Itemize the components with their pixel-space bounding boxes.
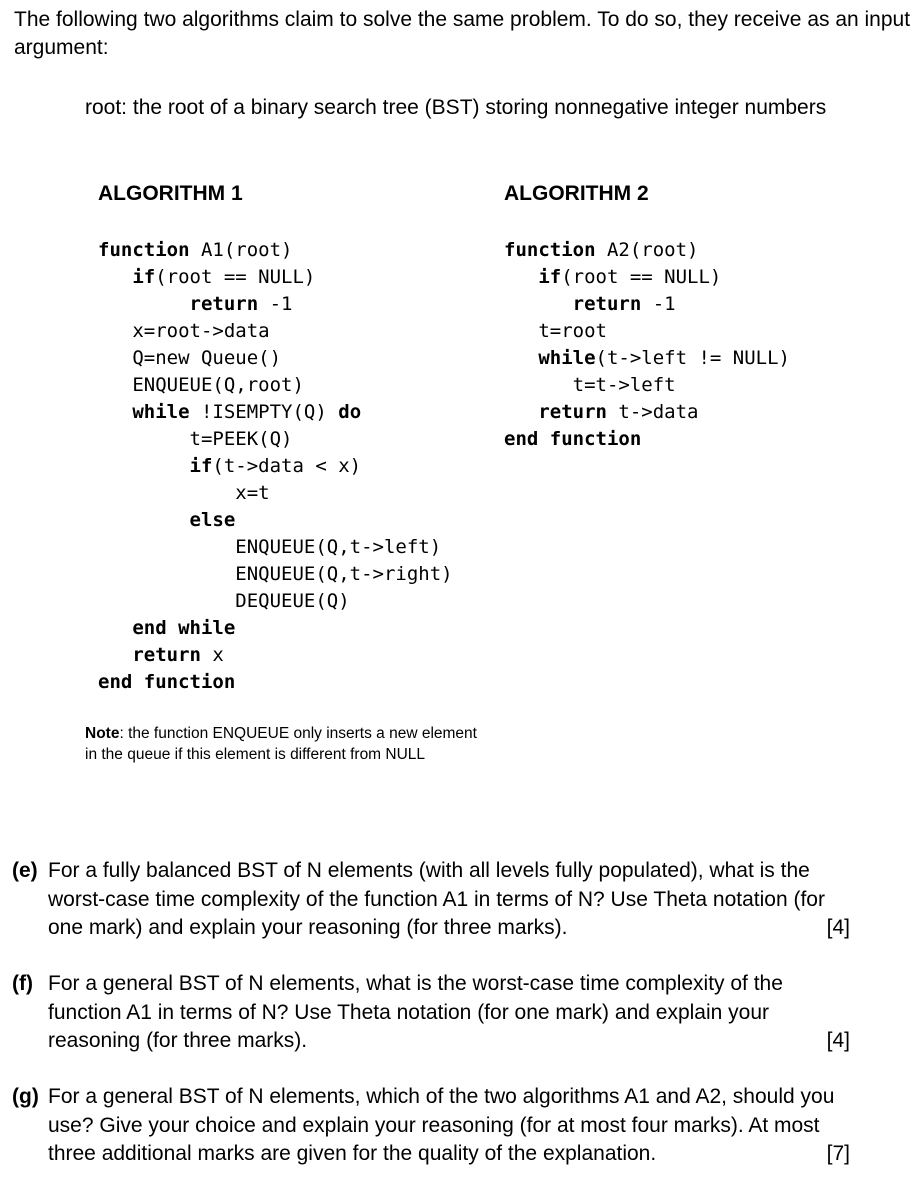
code-keyword: if <box>189 455 213 477</box>
code-line <box>98 561 453 588</box>
code-keyword: return <box>538 401 607 423</box>
input-argument-description: root: the root of a binary search tree (BST) storing nonnegative integer numbers <box>85 96 827 119</box>
code-text: (root == NULL) <box>561 266 722 288</box>
code-text: -1 <box>641 293 676 315</box>
question-text: For a general BST of N elements, which of the two algorithms A1 and A2, should you use? Give your choice and explain your reasoning (for at most four marks). At most three additional marks are given for the quality of the explanation. <box>48 1085 835 1165</box>
code-text: (t->data < x) <box>212 455 362 477</box>
question-e <box>12 857 850 943</box>
code-text: DEQUEUE(Q) <box>235 590 350 612</box>
code-keyword: if <box>132 266 156 288</box>
code-line <box>98 642 453 669</box>
code-text: A1(root) <box>189 239 293 261</box>
code-line <box>98 291 453 318</box>
code-keyword: return <box>572 293 642 315</box>
code-keyword: function <box>504 239 596 261</box>
code-keyword: if <box>538 266 562 288</box>
code-line <box>98 588 453 615</box>
question-marks: [4] <box>826 1029 850 1052</box>
code-keyword: end function <box>98 671 236 693</box>
note-label: Note <box>85 725 120 742</box>
question-text: For a fully balanced BST of N elements (with all levels fully populated), what is the worst-case time complexity of the function A1 in terms of N? Use Theta notation (for one mark) and explain your reasoning (for three marks). <box>48 859 825 939</box>
code-line <box>98 372 453 399</box>
code-keyword: end function <box>504 428 642 450</box>
algorithm-2-code <box>504 237 790 453</box>
code-keyword: return <box>189 293 259 315</box>
code-keyword: while <box>538 347 596 369</box>
code-text: !ISEMPTY(Q) <box>189 401 339 423</box>
code-line <box>98 507 453 534</box>
code-text: (t->left != NULL) <box>595 347 790 369</box>
code-line <box>504 399 790 426</box>
code-text: ENQUEUE(Q,t->left) <box>235 536 442 558</box>
code-line <box>98 237 453 264</box>
code-keyword: else <box>189 509 236 531</box>
note-text: : the function ENQUEUE only inserts a new element in the queue if this element is different from NULL <box>85 725 477 763</box>
code-line <box>98 669 453 696</box>
code-line <box>98 345 453 372</box>
code-line <box>98 264 453 291</box>
code-line <box>98 534 453 561</box>
code-line <box>504 318 790 345</box>
algorithm-2-title: ALGORITHM 2 <box>504 182 649 205</box>
code-line <box>504 426 790 453</box>
code-text: Q=new Queue() <box>132 347 282 369</box>
code-line <box>98 480 453 507</box>
code-keyword: while <box>132 401 190 423</box>
algorithm-1-title: ALGORITHM 1 <box>98 182 243 205</box>
intro-text: The following two algorithms claim to solve the same problem. To do so, they receive as an input argument: <box>14 8 911 59</box>
code-keyword: do <box>338 401 362 423</box>
code-text: (root == NULL) <box>155 266 316 288</box>
code-line <box>504 291 790 318</box>
code-keyword: return <box>132 644 201 666</box>
code-line <box>98 453 453 480</box>
question-marks: [4] <box>826 916 850 939</box>
question-label: (e) <box>12 859 38 882</box>
code-text: x=root->data <box>132 320 270 342</box>
code-text: t=t->left <box>572 374 676 396</box>
question-label: (g) <box>12 1085 39 1108</box>
code-keyword: end while <box>132 617 236 639</box>
code-line <box>504 345 790 372</box>
code-line <box>98 399 453 426</box>
code-text: ENQUEUE(Q,t->right) <box>235 563 453 585</box>
question-marks: [7] <box>826 1142 850 1165</box>
code-line <box>98 426 453 453</box>
code-text: ENQUEUE(Q,root) <box>132 374 304 396</box>
code-text: x <box>200 644 224 666</box>
question-text: For a general BST of N elements, what is the worst-case time complexity of the function A1 in terms of N? Use Theta notation (for one mark) and explain your reasoning (for three marks). <box>48 972 783 1052</box>
code-text: t=root <box>538 320 607 342</box>
code-keyword: function <box>98 239 190 261</box>
code-line <box>98 318 453 345</box>
code-text: t=PEEK(Q) <box>189 428 293 450</box>
code-text: x=t <box>235 482 270 504</box>
algorithm-1-code <box>98 237 453 696</box>
code-text: t->data <box>606 401 699 423</box>
question-label: (f) <box>12 972 33 995</box>
code-line <box>98 615 453 642</box>
code-line <box>504 264 790 291</box>
code-text: -1 <box>258 293 293 315</box>
question-f <box>12 970 850 1056</box>
code-text: A2(root) <box>595 239 699 261</box>
code-line <box>504 372 790 399</box>
question-g <box>12 1083 850 1169</box>
note <box>85 723 485 765</box>
code-line <box>504 237 790 264</box>
